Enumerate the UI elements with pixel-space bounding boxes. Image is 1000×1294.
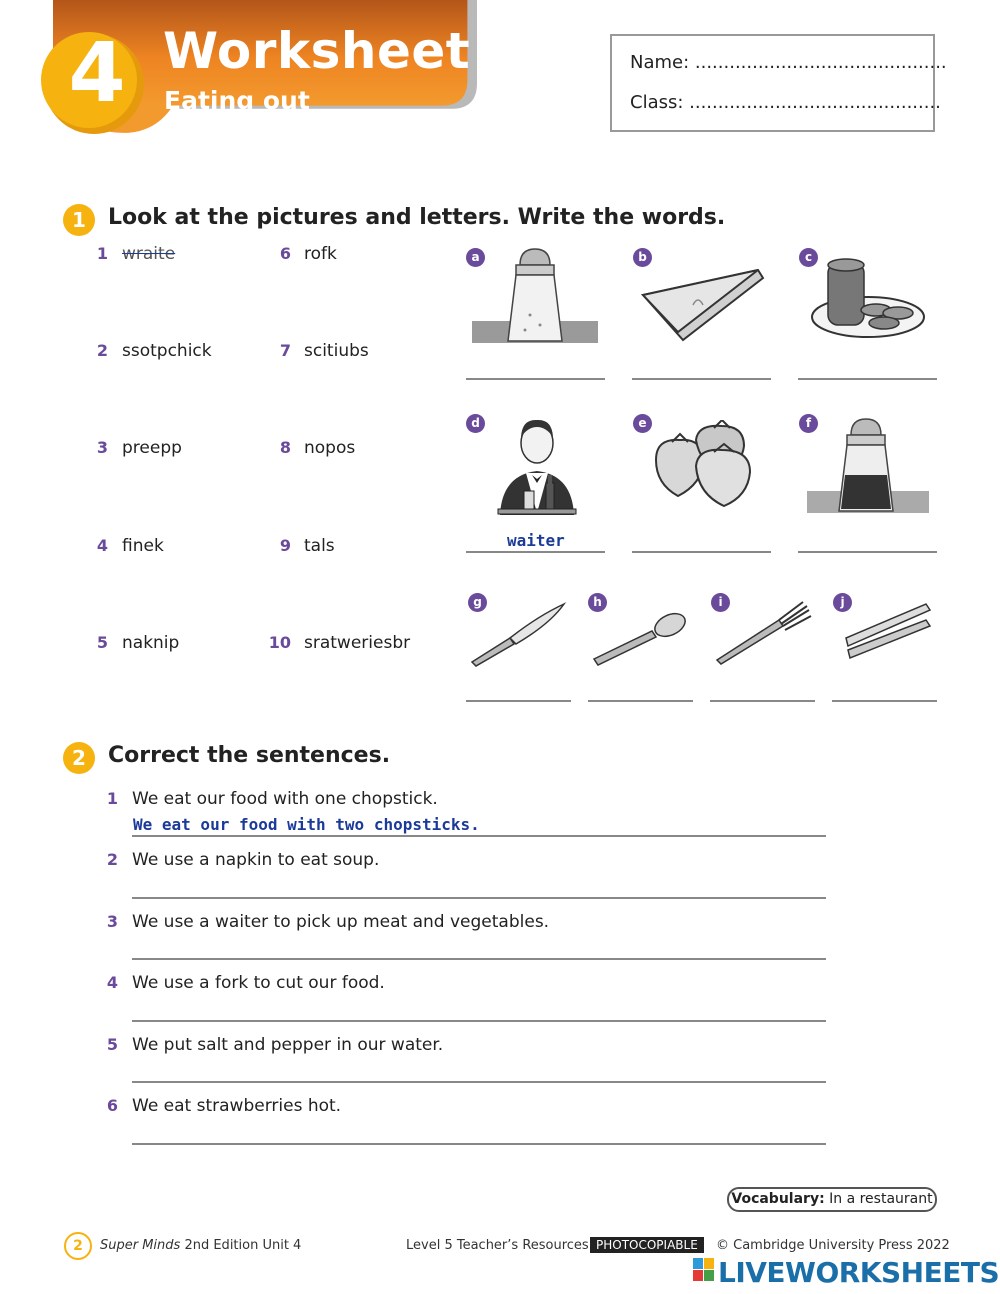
- picture-letter-c: c: [799, 248, 818, 267]
- word-scrambled: scitiubs: [304, 341, 369, 361]
- answer-line-g[interactable]: [466, 700, 571, 702]
- picture-letter-j: j: [833, 593, 852, 612]
- word-scrambled: wraite: [122, 244, 176, 264]
- sentence-answer[interactable]: We eat our food with two chopsticks.: [133, 815, 480, 834]
- answer-line-e[interactable]: [632, 551, 771, 553]
- chopsticks-image: [842, 600, 934, 662]
- word-scrambled: naknip: [122, 633, 180, 653]
- word-scrambled: rofk: [304, 244, 337, 264]
- picture-letter-g: g: [468, 593, 487, 612]
- resource-label: Level 5 Teacher’s Resources: [406, 1238, 589, 1253]
- pepper-shaker-image: [805, 415, 931, 518]
- name-field[interactable]: Name: ............................................: [630, 52, 947, 73]
- word-scrambled: ssotpchick: [122, 341, 212, 361]
- sentence-num: 6: [106, 1096, 118, 1115]
- section-2-badge: 2: [63, 742, 95, 774]
- worksheet-title: Worksheet 1: [163, 22, 524, 80]
- word-scrambled: preepp: [122, 438, 182, 458]
- liveworksheets-icon: [693, 1258, 715, 1282]
- vocab-label: Vocabulary:: [731, 1191, 825, 1207]
- word-scrambled: finek: [122, 536, 164, 556]
- word-num: 5: [96, 633, 108, 652]
- word-num: 6: [279, 244, 291, 263]
- sentence-answer-line[interactable]: [132, 958, 826, 960]
- answer-line-j[interactable]: [832, 700, 937, 702]
- sentence-text: We use a napkin to eat soup.: [132, 850, 380, 870]
- sentence-num: 4: [106, 973, 118, 992]
- picture-letter-i: i: [711, 593, 730, 612]
- sentence-text: We put salt and pepper in our water.: [132, 1035, 444, 1055]
- page-number: 2: [64, 1232, 92, 1260]
- sentence-num: 1: [106, 789, 118, 808]
- sentence-answer-line[interactable]: [132, 835, 826, 837]
- word-num: 1: [96, 244, 108, 263]
- sentence-answer-line[interactable]: [132, 1081, 826, 1083]
- photocopiable-tag: [590, 1238, 704, 1253]
- sentence-text: We use a waiter to pick up meat and vegetables.: [132, 912, 550, 932]
- biscuits-image: [808, 255, 928, 345]
- picture-letter-h: h: [588, 593, 607, 612]
- word-scrambled: sratweriesbr: [304, 633, 411, 653]
- word-num: 2: [96, 341, 108, 360]
- salt-shaker-image: [470, 245, 600, 350]
- liveworksheets-logo[interactable]: LIVEWORKSHEETS: [718, 1256, 1000, 1289]
- sentence-text: We use a fork to cut our food.: [132, 973, 385, 993]
- word-num: 3: [96, 438, 108, 457]
- sentence-num: 3: [106, 912, 118, 931]
- class-field[interactable]: Class: ............................................: [630, 92, 941, 113]
- section-2-instruction: Correct the sentences.: [108, 743, 391, 768]
- word-scrambled: nopos: [304, 438, 356, 458]
- answer-line-f[interactable]: [798, 551, 937, 553]
- fork-image: [713, 598, 813, 668]
- photocopiable-label: PHOTOCOPIABLE: [590, 1237, 704, 1253]
- word-num: 9: [279, 536, 291, 555]
- picture-letter-f: f: [799, 414, 818, 433]
- picture-letter-e: e: [633, 414, 652, 433]
- copyright: © Cambridge University Press 2022: [716, 1238, 950, 1253]
- spoon-image: [590, 605, 690, 667]
- book-credit: [100, 1238, 301, 1253]
- word-num: 4: [96, 536, 108, 555]
- vocabulary-tag: [727, 1187, 937, 1212]
- book-title: Super Minds: [100, 1238, 181, 1253]
- answer-line-c[interactable]: [798, 378, 937, 380]
- answer-line-i[interactable]: [710, 700, 815, 702]
- picture-letter-a: a: [466, 248, 485, 267]
- sentence-text: We eat our food with one chopstick.: [132, 789, 438, 809]
- answer-line-b[interactable]: [632, 378, 771, 380]
- word-num: 7: [279, 341, 291, 360]
- liveworksheets-logo-mark: [693, 1258, 715, 1282]
- knife-image: [468, 600, 568, 668]
- answer-line-a[interactable]: [466, 378, 605, 380]
- word-num: 8: [279, 438, 291, 457]
- sentence-answer-line[interactable]: [132, 1020, 826, 1022]
- word-num: 10: [268, 633, 291, 652]
- sentence-num: 5: [106, 1035, 118, 1054]
- picture-letter-d: d: [466, 414, 485, 433]
- sentence-num: 2: [106, 850, 118, 869]
- vocab-topic: In a restaurant: [829, 1191, 933, 1207]
- book-edition: 2nd Edition Unit 4: [184, 1238, 302, 1253]
- sentence-answer-line[interactable]: [132, 897, 826, 899]
- section-1-badge: 1: [63, 204, 95, 236]
- name-class-box: [610, 34, 947, 132]
- sentence-text: We eat strawberries hot.: [132, 1096, 342, 1116]
- word-scrambled: tals: [304, 536, 335, 556]
- picture-letter-b: b: [633, 248, 652, 267]
- strawberries-image: [652, 420, 757, 510]
- waiter-image: [492, 415, 582, 520]
- section-1-instruction: Look at the pictures and letters. Write the words.: [108, 205, 726, 230]
- worksheet-subtitle: Eating out: [164, 86, 310, 115]
- answer-line-d[interactable]: [466, 551, 605, 553]
- napkin-image: [638, 260, 768, 350]
- sentence-answer-line[interactable]: [132, 1143, 826, 1145]
- unit-number: 4: [68, 26, 126, 121]
- answer-line-h[interactable]: [588, 700, 693, 702]
- answer-d-text[interactable]: waiter: [507, 531, 565, 550]
